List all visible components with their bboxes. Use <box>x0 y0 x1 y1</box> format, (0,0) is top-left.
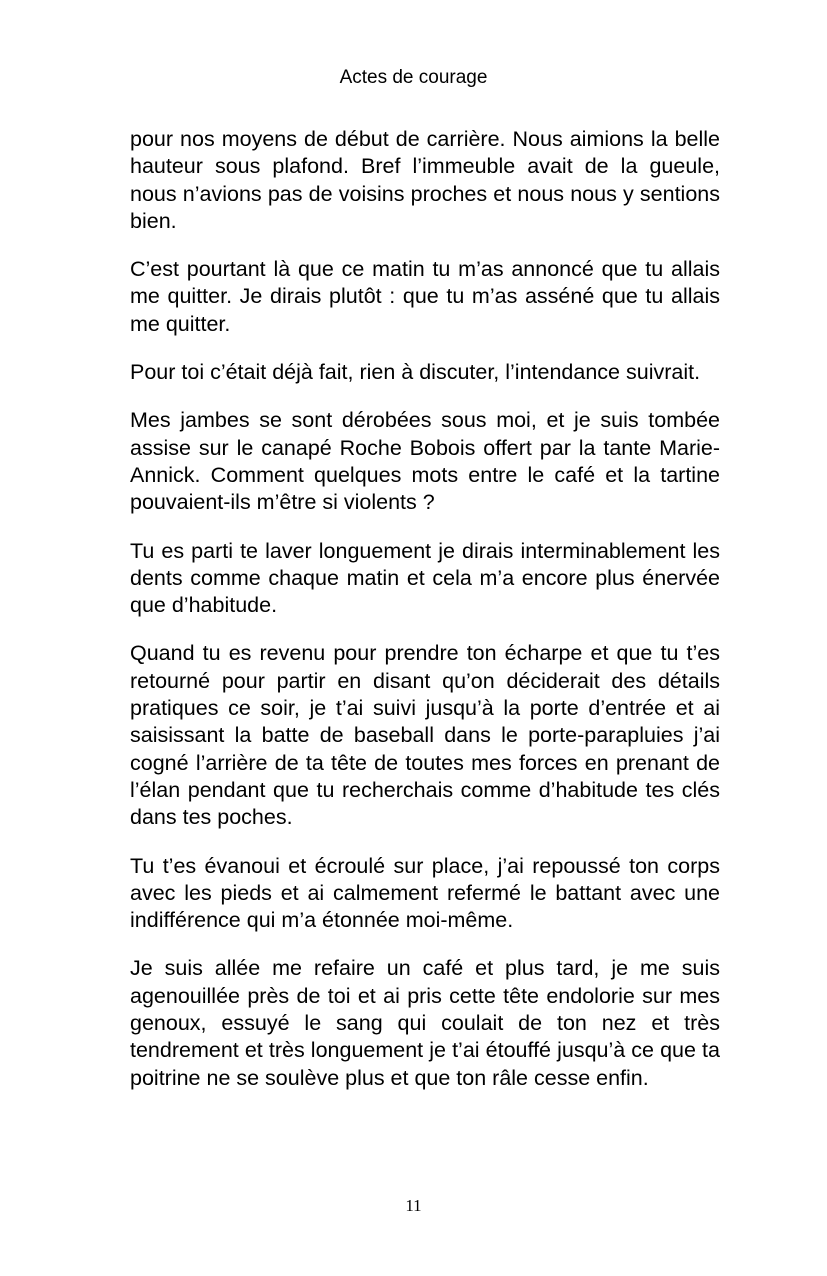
paragraph: Pour toi c’était déjà fait, rien à discuter, l’intendance suivrait. <box>130 360 701 385</box>
paragraph: pour nos moyens de début de carrière. Nous aimions la belle hauteur sous plafond. Bref l’immeuble avait de la gueule, nous n’avions pas de voisins proches et nous nous y sentions bien. <box>130 127 720 233</box>
chapter-body <box>130 126 720 1113</box>
paragraph: Tu t’es évanoui et écroulé sur place, j’ai repoussé ton corps avec les pieds et ai calmement refermé le battant avec une indifférence qui m’a étonnée moi-même. <box>130 853 720 933</box>
paragraph: Mes jambes se sont dérobées sous moi, et je suis tombée assise sur le canapé Roche Bobois offert par la tante Marie-Annick. Comment quelques mots entre le café et la tartine pouvaient-ils m’être si violents ? <box>130 408 720 515</box>
paragraph: Tu es parti te laver longuement je dirais interminablement les dents comme chaque matin et cela m’a encore plus énervée que d’habitude. <box>130 538 720 618</box>
paragraph: C’est pourtant là que ce matin tu m’as annoncé que tu allais me quitter. Je dirais plutôt : que tu m’as asséné que tu allais me quitter. <box>130 257 720 336</box>
paragraph: Je suis allée me refaire un café et plus tard, je me suis agenouillée près de toi et ai pris cette tête endolorie sur mes genoux, essuyé le sang qui coulait de ton nez et très tendrement et très longuement je t’ai étouffé jusqu’à ce que ta poitrine ne se soulève plus et que ton râle cesse enfin. <box>130 956 720 1090</box>
page-number: 11 <box>405 1196 422 1215</box>
running-header: Actes de courage <box>339 67 488 88</box>
paragraph: Quand tu es revenu pour prendre ton écharpe et que tu t’es retourné pour partir en disant qu’on déciderait des détails pratiques ce soir, je t’ai suivi jusqu’à la porte d’entrée et ai saisissant la batte de baseball dans le porte-parapluies j’ai cogné l’arrière de ta tête de toutes mes forces en prenant de l’élan pendant que tu recherchais comme d’habitude tes clés dans tes poches. <box>130 641 720 830</box>
